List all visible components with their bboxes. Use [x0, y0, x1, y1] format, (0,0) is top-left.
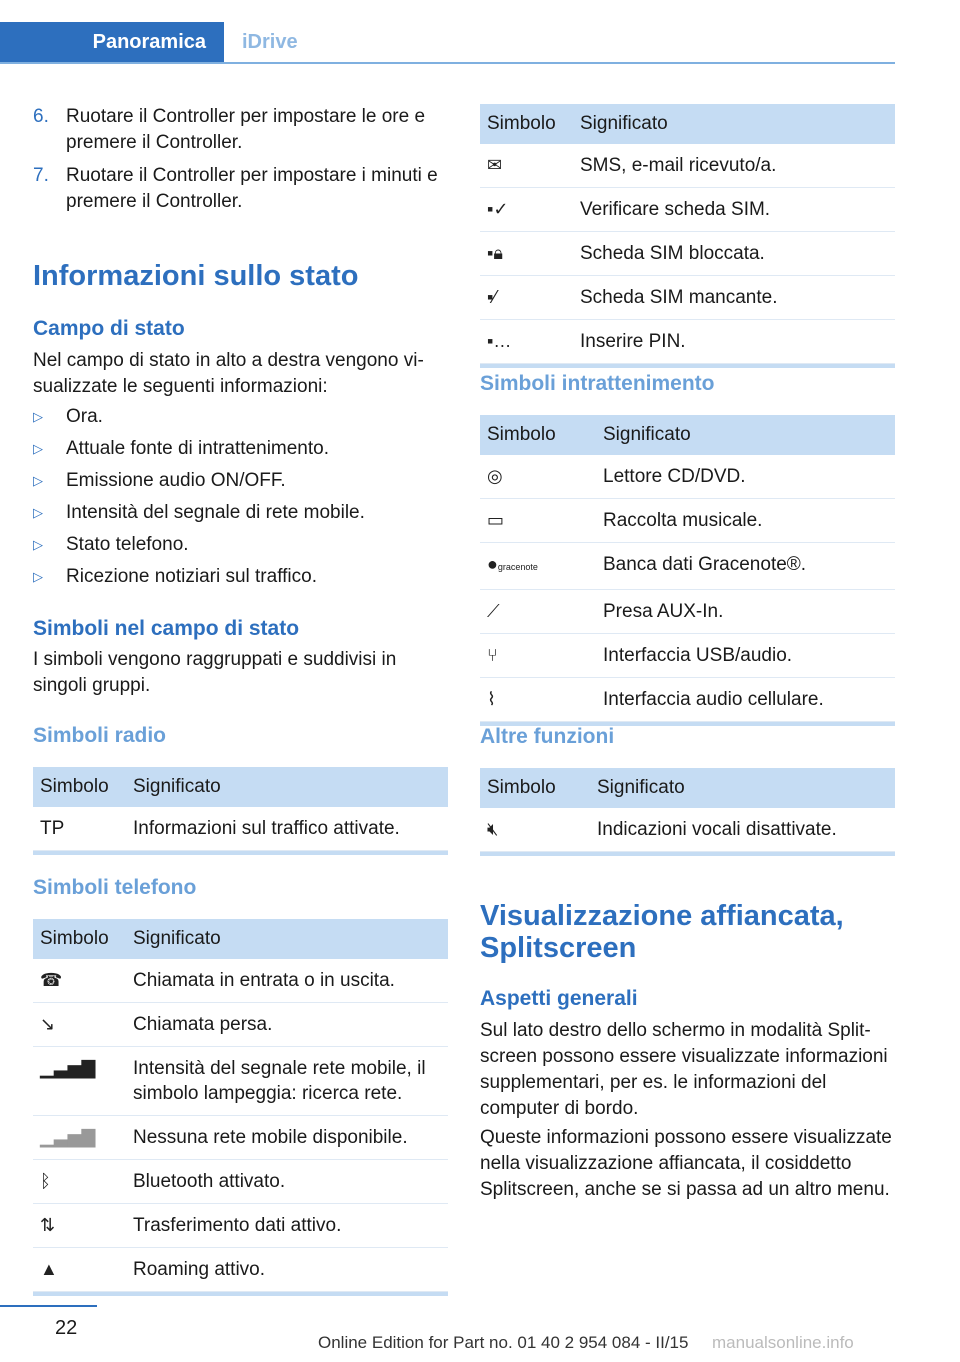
table-row: ⑂ Interfaccia USB/audio. — [480, 634, 895, 678]
sim-locked-icon: ▪🔒︎ — [487, 243, 503, 263]
roaming-icon: ▲ — [40, 1259, 58, 1279]
table-row: ▁▃▅▇ Intensità del segnale rete mobile, il simbolo lampeggia: ricerca rete. — [33, 1047, 448, 1116]
subsection-title: Aspetti generali — [480, 987, 638, 1010]
table-title: Simboli telefono — [33, 876, 197, 899]
table-row: ☎ Chiamata in entrata o in uscita. — [33, 959, 448, 1003]
table-row: ▪⁄ Scheda SIM mancante. — [480, 276, 895, 320]
page-header — [0, 22, 895, 64]
phone-symbols-table: Simbolo Significato ☎ Chiamata in entrata o in uscita. ↘ Chiamata persa. ▁▃▅▇ Intensità del segnale rete mobile, il simbolo lampeggia: ricerca rete. ▁▃▅▇ Nessuna rete mobile disponibile. ᛒ Bluetooth attivato. ⇅ Trasferimento dati attivo. ▲ Roaming attivo. — [33, 919, 448, 1296]
phone-symbols-table-continued: Simbolo Significato ✉ SMS, e-mail ricevuto/a. ▪✓ Verificare scheda SIM. ▪🔒︎ Scheda SIM bloccata. ▪⁄ Scheda SIM mancante. ▪… Inserire PIN. — [480, 104, 895, 368]
table-row: ᛒ Bluetooth attivato. — [33, 1160, 448, 1204]
pin-entry-icon: ▪… — [487, 331, 512, 351]
list-item: ▷ Emissione audio ON/OFF. — [33, 470, 286, 491]
table-row: ▁▃▅▇ Nessuna rete mobile disponibile. — [33, 1116, 448, 1160]
subsection-title: Campo di stato — [33, 317, 185, 340]
table-row: ⇅ Trasferimento dati attivo. — [33, 1204, 448, 1248]
usb-icon: ⑂ — [487, 645, 498, 665]
table-row: ◎ Lettore CD/DVD. — [480, 455, 895, 499]
section-title: Visualizzazione affiancata, Splitscreen — [480, 900, 844, 964]
paragraph: Queste informazioni possono essere visualizzate nella visualizzazione affiancata, il cosiddetto Splitscreen, anche se si passa ad un altro menu. — [480, 1127, 892, 1200]
footer-divider — [0, 1305, 97, 1307]
message-icon: ✉ — [487, 155, 503, 175]
table-row: ▪… Inserire PIN. — [480, 320, 895, 364]
table-row: ▪🔒︎ Scheda SIM bloccata. — [480, 232, 895, 276]
steps-list — [33, 104, 448, 222]
radio-symbols-table: Simbolo Significato TP Informazioni sul traffico attivate. — [33, 767, 448, 855]
table-row: ▲ Roaming attivo. — [33, 1248, 448, 1292]
list-item: ▷ Intensità del segnale di rete mobile. — [33, 502, 365, 523]
list-item: ▷ Stato telefono. — [33, 534, 189, 555]
table-row: ✉ SMS, e-mail ricevuto/a. — [480, 144, 895, 188]
aux-in-icon: ⟋ — [487, 601, 500, 621]
table-title: Simboli intrattenimento — [480, 372, 715, 395]
table-row: ⟋ Presa AUX-In. — [480, 590, 895, 634]
table-row: ⌇ Interfaccia audio cellulare. — [480, 678, 895, 722]
data-transfer-icon: ⇅ — [40, 1215, 56, 1235]
section-title: Informazioni sullo stato — [33, 260, 359, 292]
other-functions-table: Simbolo Significato 🔇︎ Indicazioni vocali disattivate. — [480, 768, 895, 856]
music-collection-icon: ▭ — [487, 510, 505, 530]
page-number: 22 — [55, 1317, 78, 1339]
tab-panoramica[interactable]: Panoramica — [0, 22, 224, 62]
info-bullet-list — [33, 401, 448, 593]
missed-call-icon: ↘ — [40, 1014, 56, 1034]
phone-call-icon: ☎ — [40, 970, 63, 990]
phone-audio-icon: ⌇ — [487, 689, 496, 709]
paragraph: I simboli vengono raggruppati e suddivisi in singoli gruppi. — [33, 649, 397, 696]
tab-idrive[interactable]: iDrive — [242, 31, 298, 53]
subsection-title: Simboli nel campo di stato — [33, 617, 300, 640]
gracenote-icon: ●gracenote — [487, 554, 538, 574]
voice-off-icon: 🔇︎ — [487, 819, 499, 839]
list-item: ▷ Ricezione notiziari sul traffico. — [33, 566, 317, 587]
table-title: Altre funzioni — [480, 725, 615, 748]
cd-dvd-icon: ◎ — [487, 466, 503, 486]
table-row: ▭ Raccolta musicale. — [480, 499, 895, 543]
table-title: Simboli radio — [33, 724, 167, 747]
table-row: TP Informazioni sul traffico attivate. — [33, 807, 448, 851]
entertainment-symbols-table: Simbolo Significato ◎ Lettore CD/DVD. ▭ Raccolta musicale. ●gracenote Banca dati Gracenote®. ⟋ Presa AUX-In. ⑂ Interfaccia USB/audio. ⌇ Interfaccia audio cellulare. — [480, 415, 895, 726]
list-item: 6. Ruotare il Controller per impostare le ore e premere il Controller. — [33, 106, 426, 153]
bluetooth-icon: ᛒ — [40, 1171, 51, 1191]
paragraph: Sul lato destro dello schermo in modalità Splitscreen possono essere visualizzate informazioni supplementari, per es. le informazioni del computer di bordo. — [480, 1020, 888, 1119]
intro-text: Nel campo di stato in alto a destra vengono visualizzate le seguenti informazioni: — [33, 350, 424, 397]
no-network-icon: ▁▃▅▇ — [40, 1127, 96, 1147]
list-item: ▷ Attuale fonte di intrattenimento. — [33, 438, 329, 459]
table-row: ●gracenote Banca dati Gracenote®. — [480, 543, 895, 590]
edition-note: Online Edition for Part no. 01 40 2 954 084 - II/15 — [318, 1333, 689, 1352]
watermark: manualsonline.info — [712, 1333, 854, 1352]
table-row: 🔇︎ Indicazioni vocali disattivate. — [480, 808, 895, 852]
signal-strength-icon: ▁▃▅▇ — [40, 1058, 96, 1078]
list-item: ▷ Ora. — [33, 406, 103, 427]
list-item: 7. Ruotare il Controller per impostare i minuti e premere il Controller. — [33, 165, 438, 212]
sim-check-icon: ▪✓ — [487, 199, 509, 219]
table-row: ↘ Chiamata persa. — [33, 1003, 448, 1047]
sim-missing-icon: ▪⁄ — [487, 287, 497, 307]
table-row: ▪✓ Verificare scheda SIM. — [480, 188, 895, 232]
